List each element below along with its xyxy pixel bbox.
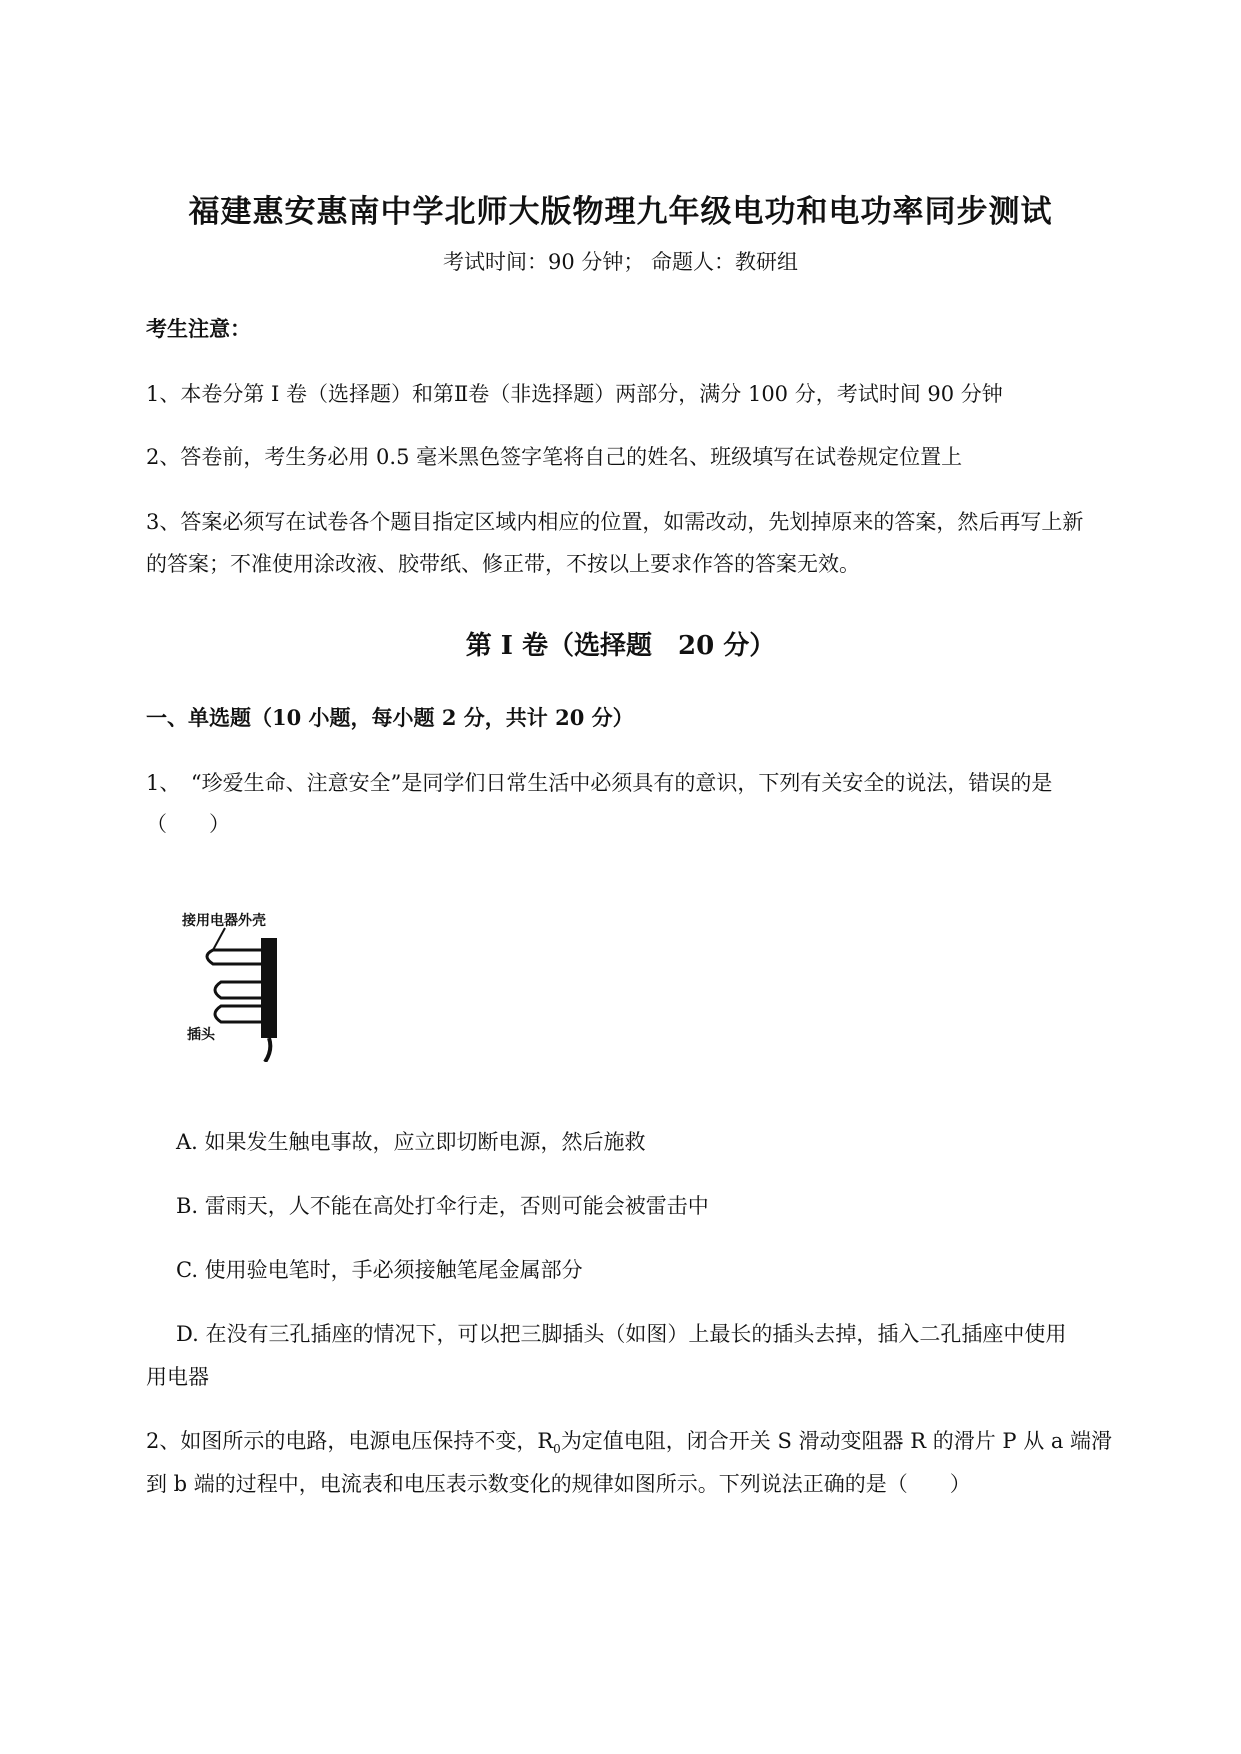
part-heading: 一、单选题（10 小题，每小题 2 分，共计 20 分） xyxy=(146,705,634,730)
section-title: 第 I 卷（选择题 20 分） xyxy=(465,631,776,661)
plug-cable xyxy=(265,1038,270,1062)
figure-label-top: 接用电器外壳 xyxy=(182,913,266,929)
plug-pin xyxy=(215,982,261,998)
note-item: 1、本卷分第 I 卷（选择题）和第Ⅱ卷（非选择题）两部分，满分 100 分，考试时间 90 分钟 xyxy=(146,382,1003,406)
option-c: C. 使用验电笔时，手必须接触笔尾金属部分 xyxy=(176,1258,583,1282)
label-pointer xyxy=(213,928,225,950)
question-2-stem xyxy=(146,1425,1112,1456)
note-item: 2、答卷前，考生务必用 0.5 毫米黑色签字笔将自己的姓名、班级填写在试卷规定位置上 xyxy=(146,445,963,469)
notes-heading: 考生注意： xyxy=(146,316,251,341)
option-b: B. 雷雨天，人不能在高处打伞行走，否则可能会被雷击中 xyxy=(176,1194,709,1218)
question-1-bracket: （ ） xyxy=(146,812,230,836)
r0-subscript: 0 xyxy=(553,1442,561,1457)
page-title: 福建惠安惠南中学北师大版物理九年级电功和电功率同步测试 xyxy=(188,194,1053,230)
question-2-text: 为定值电阻，闭合开关 S 滑动变阻器 R 的滑片 P 从 a 端滑 xyxy=(560,1429,1113,1453)
option-d: D. 在没有三孔插座的情况下，可以把三脚插头（如图）上最长的插头去掉，插入二孔插座中使用 xyxy=(176,1322,1067,1346)
question-1-stem: 1、 “珍爱生命、注意安全”是同学们日常生活中必须具有的意识，下列有关安全的说法，错误的是 xyxy=(146,771,1053,795)
question-2-stem-continued: 到 b 端的过程中，电流表和电压表示数变化的规律如图所示。下列说法正确的是（ ） xyxy=(146,1472,971,1496)
note-item: 的答案；不准使用涂改液、胶带纸、修正带，不按以上要求作答的答案无效。 xyxy=(146,552,860,576)
figure-label-bottom: 插头 xyxy=(187,1027,215,1043)
three-pin-plug-figure xyxy=(182,882,305,1062)
option-d-continued: 用电器 xyxy=(146,1365,209,1389)
option-a: A. 如果发生触电事故，应立即切断电源，然后施救 xyxy=(176,1130,646,1154)
exam-info: 考试时间：90 分钟； 命题人：教研组 xyxy=(442,250,799,274)
long-pin xyxy=(207,950,261,964)
plug-pin xyxy=(215,1006,261,1022)
plug-body xyxy=(261,938,277,1038)
note-item: 3、答案必须写在试卷各个题目指定区域内相应的位置，如需改动，先划掉原来的答案，然后再写上新 xyxy=(146,510,1084,534)
question-2-text: 2、如图所示的电路，电源电压保持不变，R xyxy=(146,1429,554,1453)
